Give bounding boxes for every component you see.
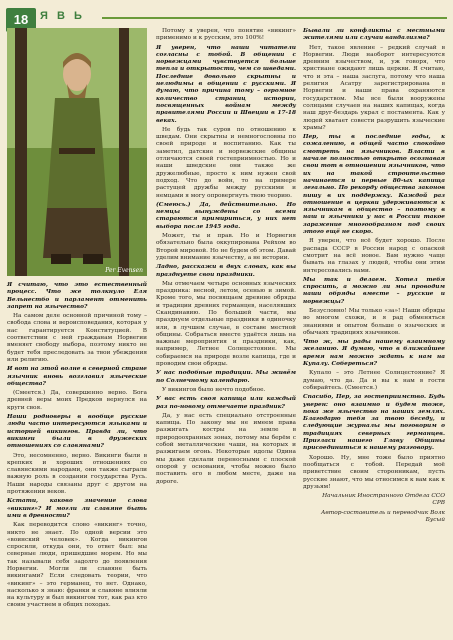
- person-illustration: [7, 28, 147, 276]
- answer-paragraph: (Смеется.) Да, совершенно верно. Бога древней веры моих Предков вернулся на круги своя.: [7, 390, 147, 411]
- section-label: Я В Ь: [40, 10, 85, 22]
- question-paragraph: И вот на этой волне в северной стране язычник вновь возглавил языческие общества?: [7, 366, 147, 387]
- page-number: 18: [6, 8, 36, 32]
- question-paragraph: У нас подобные традиции. Мы живём по Солнечному календарю.: [156, 370, 296, 384]
- question-paragraph: Что ж, мы рады нашему взаимному желанию. Я думаю, что в ближайшее время нам можно ждать к нам на Купалу. Собереться?: [303, 339, 445, 368]
- answer-paragraph: Мы отмечаем четыре основных языческих праздника: весной, летом, осенью и зимой. Кроме того, мы посвящаем древние обряды и традиции древних германцев, населявших Скандинавию. По большей части, мы празднуем отдельные праздники в одиночку или, в лучшем случае, в составе местной общины. Собраться вместе удаётся лишь на важные мероприятия и праздники, как, например, Летнее Солнцестояние. Мы собираемся на природе возле капища, где и проводим свои обряды.: [156, 280, 296, 368]
- question-paragraph: Кстати, каково значение слова «викинг»? И могли ли славяне быть ими в древности?: [7, 498, 147, 519]
- photo-credit: Per Evensen: [105, 267, 143, 274]
- answer-paragraph: Купало – это Летнее Солнцестояние? Я думаю, что да. Да и вы к нам в гости собирайтесь. (Смеется.): [303, 370, 445, 391]
- question-paragraph: У вас есть своя капища или каждый раз по-новому отмечаете праздник?: [156, 396, 296, 410]
- question-paragraph: Спасибо, Пер, за гостеприимство. Будь уверен: оно взаимно и будем тоже, пока же язычество на наших землях. Благодарю тебя за твою беседу, и следующие журналы мы поговорим о традициях северных германцев. Пригласи нашего Главу Общины присоединиться к нашему разговору.: [303, 394, 445, 452]
- question-paragraph: Бывали ли конфликты с местными жителями или случаи вандализма?: [303, 28, 445, 42]
- answer-paragraph: Безусловно! Мы только «за»! Наши обряды во многом схожи, и я рад обменяться знаниями и опытом больше о языческих и обычаях традициях язычников.: [303, 307, 445, 336]
- question-paragraph: Ладно, расскажи в двух словах, как вы празднуете свои праздники.: [156, 264, 296, 278]
- signature-line: Автор-составитель и переводчик Волк Бусый: [320, 509, 445, 523]
- question-paragraph: Я считаю, что это естественный процесс. Что же толкнуло Еля Вельнестбо и парламент отменить запрет на язычество?: [7, 282, 147, 310]
- question-paragraph: Мы так и делаем. Хотел тебя спросить, а можно ли мы проводим наши обряды вместе – русские и норвежцы?: [303, 276, 445, 305]
- column-2: [156, 28, 296, 488]
- answer-paragraph: У викингов было нечто подобное.: [162, 386, 266, 393]
- question-paragraph: (Смеюсь.) Да, действительно. Но немцы вынуждены со всеми стараются примириться, у них нет выбора после 1945 года.: [156, 201, 296, 230]
- question-paragraph: Наши родноверы в вообще русские люди часто интересуются языками и историей викингов. Правда ли, что викинги были в дружеских отношениях со славянами?: [7, 414, 147, 450]
- answer-paragraph: Нет, такое явление – редкий случай в Норвегии. Люди наоборот интересуются древним язычеством, и, уж говоря, что христиане ожидают лишь церкви. Я считаю, что и эта – наша заслуга, потому что наша религия Асатру зарегистрирована в Норвегии и наши права охраняются государством. Мы все были вооружены солнцами случаев на наших капищах, когда наш друг-бездарь украл с постамента. Как у людей хватает совести разрушить языческие храмы?: [303, 44, 445, 131]
- answer-paragraph: Хорошо. Ну, мне тоже было приятно пообщаться с тобой. Передай моё приветствие своим сторонникам, пусть русские знают, что мы относимся к вам как к друзьям!: [303, 454, 445, 490]
- answer-paragraph: Может, ты и прав. Но и Норвегия обязательно была оккупирована Рейхом во Второй мировой. Но не будем об этом. Давай уделим внимание язычеству, а не истории.: [156, 233, 296, 261]
- answer-paragraph: Я уверен, что всё будет хорошо. После распада СССР в России народ с опаской смотрит на всё новое. Вам нужно чаще бывать на глазах у людей, чтобы они этим интересовались вами.: [303, 238, 445, 274]
- answer-paragraph: Как переводится слово «викинг» точно, никто не знает. По одной версии это «воинский человек». Когда викингов спросили, откуда они, то ответ был: мы северные люди, пришедшие морем. Но мы так называли себя задолго до появления Норвегии. Могли ли славяне быть викингами? Если следовать теории, что «викинг» – это германец, то нет. Однако, насколько я знаю: франки и славяне влияли на культуру и был викингом тот, как раз кто своим участием в общих походах.: [7, 522, 147, 609]
- answer-paragraph: Не будь так суров по отношению к шведам. Они скрытны и немногословны по своей природе и воспитанию. Как ты заметил, датские и норвежские общины отличаются своей гостеприимностью. Но и наши шведские они также же дружелюбные, просто к ним нужен свой подход. Что до войн, то на примере растущей дружбы между русскими и немцами я могу опровергнуть твою теорию.: [156, 126, 296, 199]
- column-1: [7, 282, 147, 612]
- question-paragraph: Я уверен, что наши читатели согласны с тобой. В общении с норвежцами чувствуется больше тепла и открытости, чем со шведами. Последние довольно скрытны и нелюдимы в общении с русскими. Я думаю, что причина тому – огромное количество страниц истории, посвященных войнам между правителями России и Швеции в 17-18 веках.: [156, 44, 297, 124]
- answer-paragraph: Потому я уверен, что понятие «викинг» применимо и к русским, это 100%!: [156, 28, 296, 42]
- question-paragraph: Пер, ты в последние годы, к сожалению, в общей часто спокойно смотреть на язычников. Власти в начале полностью открыто осознавая свои тот в отношении язычников, что их на такой строительство начинается и первые 80-ых капища легально. По рекорду общества законов пишу в их поддержку. Каждой раз отношение в церкви удерживаются к язычникам в общество – поэтому в наш и язычники у нас в России такое заражение многообразном под своих этого ещё не скоро.: [303, 134, 445, 236]
- answer-paragraph: Да, у нас есть специально отстроенные капища. По закону мы не имеем права разжигать костры на земле в природоохранных зонах, потому мы берём с собой металлические чаши, на которых и разжигаем огонь. Некоторые идолы Одина мы даже сделали переносными с плоской опорой у основания, чтобы можно было поставить его в любом месте, даже на дороге.: [156, 412, 296, 485]
- signature-line: Начальник Иностранного Отдела ССО СРВ: [322, 493, 445, 507]
- portrait-photo: [7, 28, 147, 276]
- answer-paragraph: На самом деле основной причиной тому – свобода слова и вероисповедания, которая у нас гарантируется Конституцией. В соответствии с ней гражданам Норвегии вменяет свободу выбора, поэтому никто не будет тебя преследовать за твои убеждения или религию.: [7, 313, 147, 363]
- answer-paragraph: Это, несомненно, верно. Викинги были в крепких и хороших отношениях со славянскими народами, они также сыграли важную роль в создании государства Русь. Наши народы связаны друг с другом на протяжении веков.: [7, 452, 147, 496]
- column-3: [303, 28, 445, 526]
- header-rule: [102, 17, 447, 19]
